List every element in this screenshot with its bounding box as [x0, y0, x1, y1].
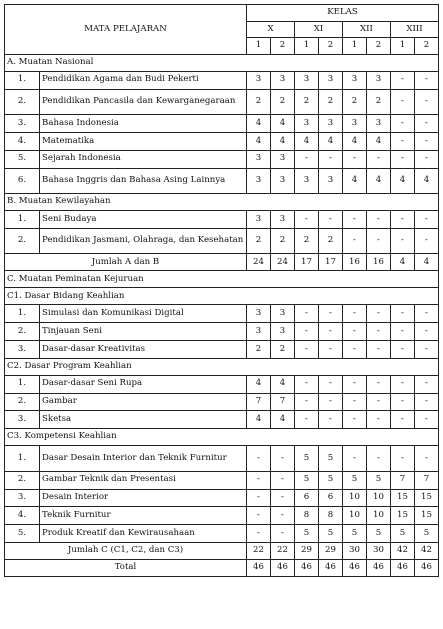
table-row	[5, 305, 439, 323]
row-number: 5.	[5, 525, 40, 543]
total-cell: 16	[343, 254, 367, 271]
hours-cell: -	[415, 341, 439, 359]
hours-cell: 5	[319, 471, 343, 489]
total-cell: 17	[319, 254, 343, 271]
section-heading: C1. Dasar Bidang Keahlian	[5, 288, 439, 305]
table-row	[5, 115, 439, 133]
hours-cell: 10	[343, 507, 367, 525]
hours-cell: 2	[271, 89, 295, 115]
subject-name: Dasar-dasar Kreativitas	[40, 341, 247, 359]
hours-cell: 4	[247, 133, 271, 151]
semester-header: 2	[271, 38, 295, 55]
hours-cell: 4	[343, 133, 367, 151]
total-cell: 46	[271, 559, 295, 576]
row-number: 6.	[5, 168, 40, 194]
hours-cell: -	[367, 375, 391, 393]
hours-cell: 4	[271, 375, 295, 393]
hours-cell: 7	[271, 393, 295, 411]
section-heading: B. Muatan Kewilayahan	[5, 194, 439, 211]
subject-name: Dasar-dasar Seni Rupa	[40, 375, 247, 393]
hours-cell: -	[319, 305, 343, 323]
subject-name: Desain Interior	[40, 489, 247, 507]
hours-cell: 3	[247, 150, 271, 168]
hours-cell: -	[319, 341, 343, 359]
hours-cell: 4	[271, 115, 295, 133]
total-cell: 46	[343, 559, 367, 576]
hours-cell: 5	[415, 525, 439, 543]
total-cell: 46	[295, 559, 319, 576]
hours-cell: -	[295, 393, 319, 411]
section-row	[5, 55, 439, 72]
hours-cell: 5	[343, 525, 367, 543]
table-row	[5, 228, 439, 254]
hours-cell: 5	[367, 525, 391, 543]
total-cell: 46	[319, 559, 343, 576]
hours-cell: 7	[391, 471, 415, 489]
hours-cell: 6	[295, 489, 319, 507]
hours-cell: -	[271, 446, 295, 472]
hours-cell: -	[295, 341, 319, 359]
hours-cell: -	[391, 115, 415, 133]
hours-cell: -	[343, 211, 367, 229]
hours-cell: -	[343, 411, 367, 429]
grade-header-x: X	[247, 22, 295, 38]
hours-cell: -	[391, 446, 415, 472]
hours-cell: 5	[295, 446, 319, 472]
hours-cell: -	[391, 323, 415, 341]
row-number: 2.	[5, 89, 40, 115]
total-cell: 42	[391, 542, 415, 559]
total-cell: 30	[343, 542, 367, 559]
row-number: 1.	[5, 305, 40, 323]
table-row	[5, 341, 439, 359]
hours-cell: -	[415, 72, 439, 90]
hours-cell: -	[319, 323, 343, 341]
row-number: 1.	[5, 211, 40, 229]
hours-cell: 4	[343, 168, 367, 194]
hours-cell: 3	[295, 115, 319, 133]
hours-cell: 5	[343, 471, 367, 489]
hours-cell: -	[391, 89, 415, 115]
subject-name: Seni Budaya	[40, 211, 247, 229]
total-cell: 24	[271, 254, 295, 271]
hours-cell: 2	[247, 89, 271, 115]
hours-cell: -	[295, 375, 319, 393]
total-cell: 4	[415, 254, 439, 271]
hours-cell: -	[343, 446, 367, 472]
row-number: 3.	[5, 341, 40, 359]
row-number: 2.	[5, 393, 40, 411]
table-row	[5, 411, 439, 429]
subject-name: Teknik Furnitur	[40, 507, 247, 525]
hours-cell: 4	[367, 133, 391, 151]
semester-header: 1	[295, 38, 319, 55]
hours-cell: 3	[247, 168, 271, 194]
hours-cell: 4	[247, 375, 271, 393]
subject-name: Dasar Desain Interior dan Teknik Furnitur	[40, 446, 247, 472]
hours-cell: 2	[295, 228, 319, 254]
hours-cell: -	[367, 341, 391, 359]
hours-cell: 8	[319, 507, 343, 525]
subject-name: Gambar	[40, 393, 247, 411]
hours-cell: -	[367, 411, 391, 429]
semester-header: 2	[367, 38, 391, 55]
total-cell: 46	[391, 559, 415, 576]
total-label: Jumlah C (C1, C2, dan C3)	[5, 542, 247, 559]
subject-name: Sejarah Indonesia	[40, 150, 247, 168]
hours-cell: -	[415, 115, 439, 133]
hours-cell: -	[415, 211, 439, 229]
row-number: 4.	[5, 133, 40, 151]
hours-cell: 3	[319, 115, 343, 133]
hours-cell: -	[247, 507, 271, 525]
hours-cell: -	[391, 150, 415, 168]
semester-header: 1	[247, 38, 271, 55]
subject-name: Bahasa Inggris dan Bahasa Asing Lainnya	[40, 168, 247, 194]
subject-name: Pendidikan Jasmani, Olahraga, dan Kesehatan	[40, 228, 247, 254]
hours-cell: -	[247, 525, 271, 543]
row-number: 1.	[5, 375, 40, 393]
hours-cell: 4	[415, 168, 439, 194]
hours-cell: 15	[415, 507, 439, 525]
hours-cell: 3	[271, 150, 295, 168]
hours-cell: 2	[271, 341, 295, 359]
semester-header: 2	[415, 38, 439, 55]
hours-cell: -	[391, 211, 415, 229]
total-cell: 46	[367, 559, 391, 576]
subject-column-header: MATA PELAJARAN	[5, 5, 247, 55]
hours-cell: -	[415, 133, 439, 151]
table-row	[5, 525, 439, 543]
section-heading: C2. Dasar Program Keahlian	[5, 358, 439, 375]
hours-cell: 3	[295, 168, 319, 194]
hours-cell: -	[415, 150, 439, 168]
hours-cell: -	[343, 323, 367, 341]
hours-cell: 4	[295, 133, 319, 151]
hours-cell: -	[415, 446, 439, 472]
hours-cell: 6	[319, 489, 343, 507]
hours-cell: -	[367, 446, 391, 472]
hours-cell: -	[295, 211, 319, 229]
hours-cell: -	[415, 323, 439, 341]
hours-cell: -	[391, 133, 415, 151]
row-number: 5.	[5, 150, 40, 168]
hours-cell: -	[271, 471, 295, 489]
hours-cell: -	[415, 228, 439, 254]
hours-cell: -	[295, 411, 319, 429]
hours-cell: 5	[295, 525, 319, 543]
hours-cell: 3	[271, 211, 295, 229]
subject-name: Simulasi dan Komunikasi Digital	[40, 305, 247, 323]
hours-cell: 3	[367, 72, 391, 90]
total-cell: 29	[319, 542, 343, 559]
grade-header-xi: XI	[295, 22, 343, 38]
hours-cell: 3	[271, 72, 295, 90]
hours-cell: -	[343, 341, 367, 359]
hours-cell: -	[319, 393, 343, 411]
table-row	[5, 211, 439, 229]
table-row	[5, 168, 439, 194]
total-row	[5, 254, 439, 271]
row-number: 2.	[5, 323, 40, 341]
subject-name: Matematika	[40, 133, 247, 151]
hours-cell: -	[319, 411, 343, 429]
hours-cell: -	[295, 150, 319, 168]
total-label: Total	[5, 559, 247, 576]
subject-name: Pendidikan Agama dan Budi Pekerti	[40, 72, 247, 90]
curriculum-table	[4, 4, 439, 577]
hours-cell: -	[271, 507, 295, 525]
section-row	[5, 429, 439, 446]
hours-cell: -	[247, 471, 271, 489]
total-cell: 42	[415, 542, 439, 559]
hours-cell: 15	[391, 507, 415, 525]
hours-cell: -	[367, 150, 391, 168]
row-number: 4.	[5, 507, 40, 525]
total-cell: 16	[367, 254, 391, 271]
hours-cell: 4	[319, 133, 343, 151]
semester-header: 1	[343, 38, 367, 55]
hours-cell: -	[247, 489, 271, 507]
hours-cell: -	[367, 228, 391, 254]
total-cell: 22	[247, 542, 271, 559]
total-cell: 4	[391, 254, 415, 271]
section-row	[5, 194, 439, 211]
hours-cell: -	[271, 489, 295, 507]
hours-cell: 4	[271, 133, 295, 151]
hours-cell: -	[367, 305, 391, 323]
subject-name: Sketsa	[40, 411, 247, 429]
table-row	[5, 133, 439, 151]
total-row	[5, 542, 439, 559]
hours-cell: -	[367, 323, 391, 341]
hours-cell: -	[367, 393, 391, 411]
total-cell: 46	[415, 559, 439, 576]
hours-cell: 15	[391, 489, 415, 507]
hours-cell: 3	[295, 72, 319, 90]
subject-name: Produk Kreatif dan Kewirausahaan	[40, 525, 247, 543]
hours-cell: -	[295, 305, 319, 323]
subject-name: Bahasa Indonesia	[40, 115, 247, 133]
row-number: 1.	[5, 72, 40, 90]
hours-cell: 10	[343, 489, 367, 507]
hours-cell: -	[343, 150, 367, 168]
hours-cell: 3	[247, 72, 271, 90]
hours-cell: 4	[391, 168, 415, 194]
subject-name: Pendidikan Pancasila dan Kewarganegaraan	[40, 89, 247, 115]
kelas-header: KELAS	[247, 5, 439, 22]
total-cell: 30	[367, 542, 391, 559]
total-row	[5, 559, 439, 576]
hours-cell: -	[391, 341, 415, 359]
hours-cell: 3	[343, 72, 367, 90]
total-label: Jumlah A dan B	[5, 254, 247, 271]
row-number: 2.	[5, 228, 40, 254]
hours-cell: 2	[319, 89, 343, 115]
hours-cell: 3	[343, 115, 367, 133]
hours-cell: -	[247, 446, 271, 472]
table-row	[5, 323, 439, 341]
hours-cell: -	[319, 211, 343, 229]
hours-cell: 5	[319, 525, 343, 543]
table-row	[5, 393, 439, 411]
header-row-kelas	[5, 5, 439, 22]
table-row	[5, 150, 439, 168]
table-row	[5, 446, 439, 472]
table-row	[5, 72, 439, 90]
hours-cell: 5	[367, 471, 391, 489]
table-row	[5, 489, 439, 507]
hours-cell: -	[415, 375, 439, 393]
section-heading: A. Muatan Nasional	[5, 55, 439, 72]
total-cell: 29	[295, 542, 319, 559]
hours-cell: 2	[319, 228, 343, 254]
hours-cell: -	[391, 72, 415, 90]
hours-cell: 3	[319, 72, 343, 90]
hours-cell: 4	[367, 168, 391, 194]
hours-cell: -	[415, 89, 439, 115]
hours-cell: -	[391, 375, 415, 393]
semester-header: 1	[391, 38, 415, 55]
hours-cell: 2	[367, 89, 391, 115]
hours-cell: 2	[247, 341, 271, 359]
grade-header-xii: XII	[343, 22, 391, 38]
hours-cell: -	[343, 393, 367, 411]
row-number: 3.	[5, 489, 40, 507]
subject-name: Gambar Teknik dan Presentasi	[40, 471, 247, 489]
hours-cell: 3	[271, 168, 295, 194]
table-row	[5, 89, 439, 115]
section-row	[5, 271, 439, 288]
hours-cell: -	[319, 150, 343, 168]
hours-cell: -	[343, 228, 367, 254]
hours-cell: 2	[247, 228, 271, 254]
hours-cell: 5	[319, 446, 343, 472]
table-body	[5, 5, 439, 577]
hours-cell: 7	[415, 471, 439, 489]
hours-cell: 10	[367, 489, 391, 507]
hours-cell: 3	[247, 323, 271, 341]
hours-cell: -	[319, 375, 343, 393]
hours-cell: 8	[295, 507, 319, 525]
row-number: 1.	[5, 446, 40, 472]
total-cell: 22	[271, 542, 295, 559]
total-cell: 46	[247, 559, 271, 576]
row-number: 2.	[5, 471, 40, 489]
curriculum-table-container	[4, 4, 439, 577]
table-row	[5, 471, 439, 489]
section-heading: C. Muatan Peminatan Kejuruan	[5, 271, 439, 288]
section-heading: C3. Kompetensi Keahlian	[5, 429, 439, 446]
hours-cell: 3	[271, 323, 295, 341]
hours-cell: 4	[247, 115, 271, 133]
hours-cell: -	[295, 323, 319, 341]
hours-cell: 10	[367, 507, 391, 525]
hours-cell: 2	[343, 89, 367, 115]
hours-cell: -	[415, 305, 439, 323]
total-cell: 24	[247, 254, 271, 271]
section-row	[5, 288, 439, 305]
hours-cell: -	[391, 411, 415, 429]
hours-cell: 4	[271, 411, 295, 429]
hours-cell: -	[415, 393, 439, 411]
row-number: 3.	[5, 411, 40, 429]
hours-cell: 2	[271, 228, 295, 254]
table-row	[5, 507, 439, 525]
hours-cell: -	[271, 525, 295, 543]
hours-cell: 7	[247, 393, 271, 411]
total-cell: 17	[295, 254, 319, 271]
hours-cell: 5	[295, 471, 319, 489]
hours-cell: 3	[319, 168, 343, 194]
semester-header: 2	[319, 38, 343, 55]
hours-cell: 5	[391, 525, 415, 543]
hours-cell: 4	[247, 411, 271, 429]
grade-header-xiii: XIII	[391, 22, 439, 38]
subject-name: Tinjauan Seni	[40, 323, 247, 341]
hours-cell: -	[391, 305, 415, 323]
hours-cell: 3	[271, 305, 295, 323]
row-number: 3.	[5, 115, 40, 133]
hours-cell: -	[391, 393, 415, 411]
hours-cell: -	[415, 411, 439, 429]
hours-cell: 3	[247, 211, 271, 229]
section-row	[5, 358, 439, 375]
table-row	[5, 375, 439, 393]
hours-cell: -	[391, 228, 415, 254]
hours-cell: -	[367, 211, 391, 229]
hours-cell: 2	[295, 89, 319, 115]
hours-cell: -	[343, 375, 367, 393]
hours-cell: 3	[247, 305, 271, 323]
hours-cell: -	[343, 305, 367, 323]
hours-cell: 15	[415, 489, 439, 507]
hours-cell: 3	[367, 115, 391, 133]
